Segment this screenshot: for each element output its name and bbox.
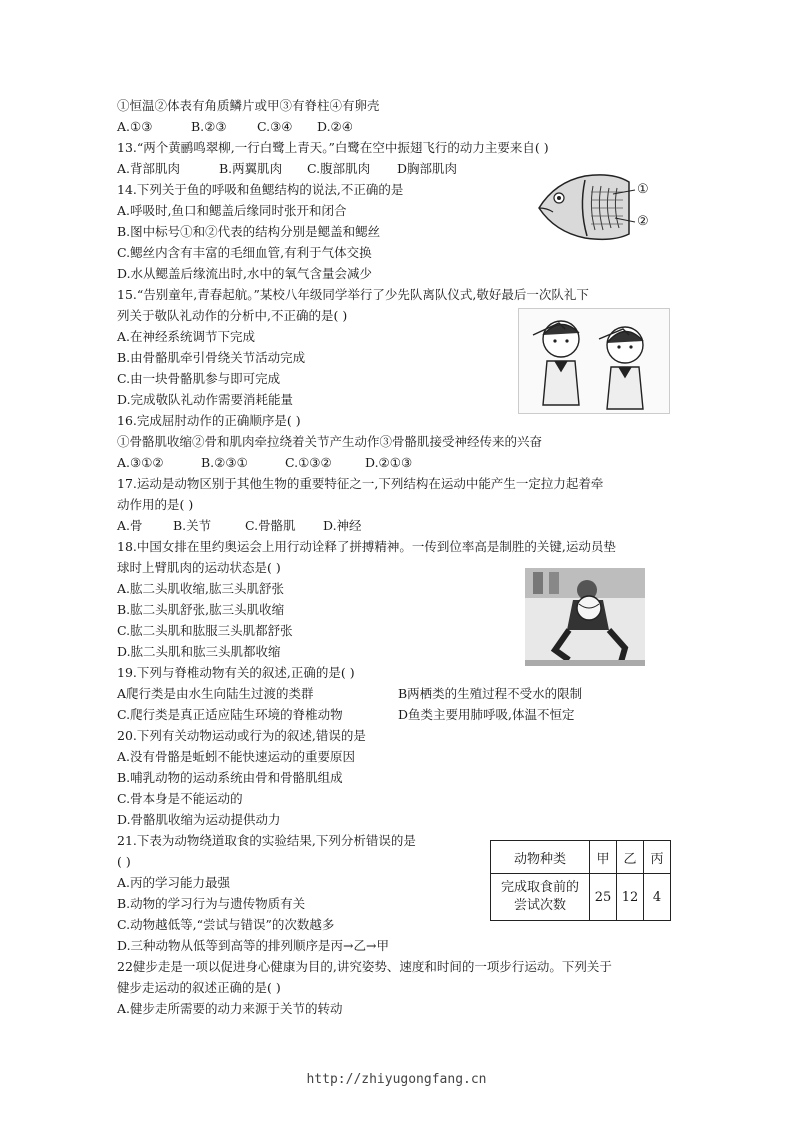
q12-option-b: B.②③ (191, 119, 227, 134)
table-row-label (491, 874, 590, 921)
q19-option-c: C.爬行类是真正适应陆生环境的脊椎动物 (117, 707, 343, 722)
footer-url: http://zhiyugongfang.cn (306, 1072, 487, 1087)
q18-option-c: C.肱二头肌和肱服三头肌都舒张 (117, 623, 293, 638)
q16-option-c: C.①③② (285, 455, 332, 470)
q14-option-d: D.水从鳃盖后缘流出时,水中的氧气含量会减少 (117, 266, 373, 281)
volleyball-player-photo (525, 568, 645, 666)
q20-option-c: C.骨本身是不能运动的 (117, 791, 243, 806)
animal-trials-table (490, 840, 671, 921)
q18-option-b: B.肱二头肌舒张,肱三头肌收缩 (117, 602, 285, 617)
q18-option-d: D.肱二头肌和肱三头肌都收缩 (117, 644, 281, 659)
q13-option-a: A.背部肌肉 (117, 161, 181, 176)
q20-option-d: D.骨骼肌收缩为运动提供动力 (117, 812, 281, 827)
q15-stem-1: 15.“告别童年,青春起航。”某校八年级同学举行了少先队离队仪式,敬好最后一次队礼下 (117, 287, 589, 302)
q17-stem-2: 动作用的是( ) (117, 497, 194, 512)
q13-option-b: B.两翼肌肉 (219, 161, 283, 176)
q22-stem-1: 22健步走是一项以促进身心健康为目的,讲究姿势、速度和时间的一项步行运动。下列关于 (117, 959, 612, 974)
q13-option-c: C.腹部肌肉 (307, 161, 371, 176)
q22-option-a: A.健步走所需要的动力来源于关节的转动 (117, 1001, 343, 1016)
figure-label-two: ② (637, 214, 649, 229)
q18-stem-2: 球时上臂肌肉的运动状态是( ) (117, 560, 281, 575)
row-label-line: 尝试次数 (513, 898, 566, 913)
q12-option-a: A.①③ (117, 119, 153, 134)
table-cell: 4 (644, 874, 671, 921)
table-row (491, 874, 671, 921)
q12-option-d: D.②④ (317, 119, 353, 134)
q20-option-b: B.哺乳动物的运动系统由骨和骨骼肌组成 (117, 770, 343, 785)
volleyball-figure (525, 568, 645, 666)
fish-gill-figure (535, 168, 665, 248)
table-header-cell: 乙 (617, 841, 644, 874)
q12-option-c: C.③④ (257, 119, 293, 134)
table-cell: 12 (617, 874, 644, 921)
table-cell: 25 (590, 874, 617, 921)
q15-option-b: B.由骨骼肌牵引骨绕关节活动完成 (117, 350, 306, 365)
q22-stem-2: 健步走运动的叙述正确的是( ) (117, 980, 281, 995)
q16-option-b: B.②③① (201, 455, 248, 470)
q21-stem: 21.下表为动物绕道取食的实验结果,下列分析错误的是 (117, 833, 416, 848)
q16-options (117, 455, 412, 471)
q17-option-b: B.关节 (173, 518, 212, 533)
q20-option-a: A.没有骨骼是蚯蚓不能快速运动的重要原因 (117, 749, 356, 764)
q17-stem-1: 17.运动是动物区别于其他生物的重要特征之一,下列结构在运动中能产生一定拉力起着牵 (117, 476, 604, 491)
q21-answer-blank: ( ) (117, 854, 131, 869)
q13-option-d: D胸部肌肉 (397, 161, 458, 176)
figure-label-one: ① (637, 182, 649, 197)
q18-stem-1: 18.中国女排在里约奥运会上用行动诠释了拼搏精神。一传到位率高是制胜的关键,运动员垫 (117, 539, 616, 554)
experiment-table (490, 840, 671, 921)
q15-stem-2: 列关于敬队礼动作的分析中,不正确的是( ) (117, 308, 348, 323)
q15-option-a: A.在神经系统调节下完成 (117, 329, 256, 344)
q17-option-a: A.骨 (117, 518, 143, 533)
q21-option-c: C.动物越低等,“尝试与错误”的次数越多 (117, 917, 335, 932)
q13-stem: 13.“两个黄鹂鸣翠柳,一行白鹭上青天。”白鹭在空中振翅飞行的动力主要来自( ) (117, 140, 549, 155)
q17-options (117, 518, 362, 534)
q18-option-a: A.肱二头肌收缩,肱三头肌舒张 (117, 581, 284, 596)
q21-option-a: A.丙的学习能力最强 (117, 875, 231, 890)
table-header-cell: 丙 (644, 841, 671, 874)
q15-option-c: C.由一块骨骼肌参与即可完成 (117, 371, 281, 386)
q16-stem: 16.完成屈肘动作的正确顺序是( ) (117, 413, 301, 428)
q16-option-a: A.③①② (117, 455, 164, 470)
salute-figure (518, 308, 670, 414)
q20-stem: 20.下列有关动物运动或行为的叙述,错误的是 (117, 728, 366, 743)
q19-option-b: B两栖类的生殖过程不受水的限制 (398, 686, 583, 701)
students-saluting-illustration (519, 309, 669, 413)
q19-option-d: D鱼类主要用肺呼吸,体温不恒定 (398, 707, 575, 722)
q19-stem: 19.下列与脊椎动物有关的叙述,正确的是( ) (117, 665, 355, 680)
table-header-cell: 甲 (590, 841, 617, 874)
table-header-row (491, 841, 671, 874)
q14-stem: 14.下列关于鱼的呼吸和鱼鳃结构的说法,不正确的是 (117, 182, 404, 197)
q15-option-d: D.完成敬队礼动作需要消耗能量 (117, 392, 294, 407)
fish-head-illustration (535, 168, 665, 248)
q21-option-d: D.三种动物从低等到高等的排列顺序是丙→乙→甲 (117, 938, 389, 953)
q17-option-d: D.神经 (323, 518, 362, 533)
q19-option-a: A爬行类是由水生向陆生过渡的类群 (117, 686, 314, 701)
q14-option-c: C.鳃丝内含有丰富的毛细血管,有利于气体交换 (117, 245, 372, 260)
q16-steps: ①骨骼肌收缩②骨和肌肉牵拉绕着关节产生动作③骨骼肌接受神经传来的兴奋 (117, 434, 543, 449)
q14-option-a: A.呼吸时,鱼口和鳃盖后缘同时张开和闭合 (117, 203, 347, 218)
q16-option-d: D.②①③ (365, 455, 413, 470)
table-header-cell: 动物种类 (491, 841, 590, 874)
q13-options (117, 161, 457, 177)
q12-stem: ①恒温②体表有角质鳞片或甲③有脊柱④有卵壳 (117, 98, 380, 113)
q14-option-b: B.图中标号①和②代表的结构分别是鳃盖和鳃丝 (117, 224, 381, 239)
q17-option-c: C.骨骼肌 (245, 518, 296, 533)
q21-option-b: B.动物的学习行为与遗传物质有关 (117, 896, 306, 911)
row-label-line: 完成取食前的 (500, 880, 579, 895)
q12-options (117, 119, 353, 135)
